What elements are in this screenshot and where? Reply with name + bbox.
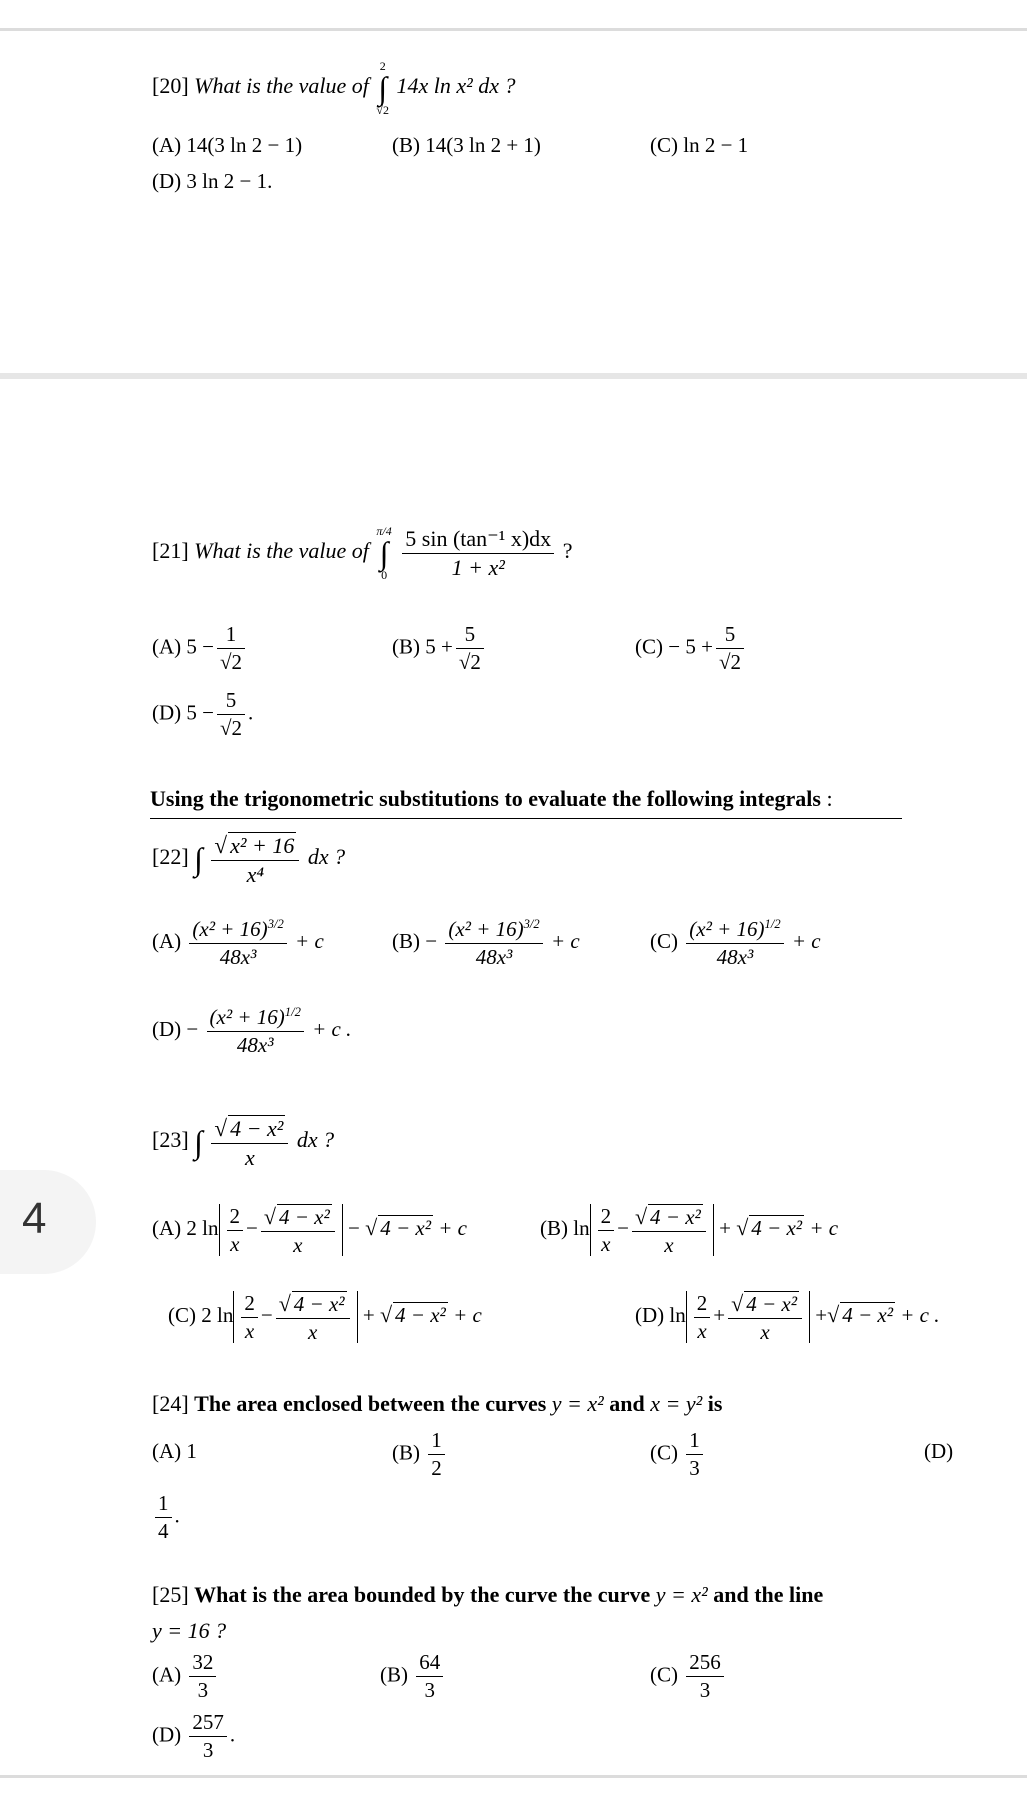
q23-option-a[interactable]: (A) 2 ln $\frac{2}{x}$ − $\frac{\text{√ 4 − x²}}{x}$ − √ 4 − x² + c bbox=[152, 1203, 467, 1258]
q20-option-b[interactable]: (B) 14(3 ln 2 + 1) bbox=[392, 133, 541, 157]
page-break-divider bbox=[0, 373, 1027, 379]
q24-option-d-label[interactable]: (D) bbox=[924, 1439, 954, 1463]
q21-option-a[interactable]: (A) 5 − $\frac{1}{√2}$ bbox=[152, 624, 248, 673]
q22-option-a[interactable]: (A) $\frac{(x^2 + 16)^{3/2}}{\text{48x³}}$ + c bbox=[152, 917, 324, 969]
bottom-divider bbox=[0, 1775, 1027, 1778]
q22-option-d[interactable]: (D) − $\frac{(x^2 + 16)^{1/2}}{\text{48x³}}$ + c . bbox=[152, 1005, 352, 1057]
q21-option-c[interactable]: (C) − 5 + $\frac{5}{√2}$ bbox=[635, 624, 747, 673]
question-25-line: y = 16 ? bbox=[152, 1618, 227, 1643]
q25-option-d[interactable]: (D) $\frac{257}{3}$ . bbox=[152, 1710, 236, 1762]
page-number: 4 bbox=[22, 1194, 47, 1243]
q24-option-a[interactable]: (A) 1 bbox=[152, 1439, 197, 1463]
q24-option-d-value[interactable]: $\frac{1}{4}$ . bbox=[152, 1493, 180, 1542]
q21-option-b[interactable]: (B) 5 + $\frac{5}{√2}$ bbox=[392, 624, 487, 673]
q25-option-c[interactable]: (C) $\frac{256}{3}$ bbox=[650, 1652, 727, 1701]
q25-option-b[interactable]: (B) $\frac{64}{3}$ bbox=[380, 1652, 446, 1701]
integral-sign: ∫ bbox=[194, 1124, 203, 1161]
q23-option-d[interactable]: (D) ln $\frac{2}{x}$ + $\frac{\text{√ 4 − x²}}{x}$ +√ 4 − x² + c . bbox=[635, 1290, 940, 1345]
page-indicator bbox=[0, 1170, 96, 1274]
q23-option-c[interactable]: (C) 2 ln $\frac{2}{x}$ − $\frac{\text{√ 4 − x²}}{x}$ + √ 4 − x² + c bbox=[168, 1290, 482, 1345]
integral-sign: ∫ bbox=[379, 535, 389, 571]
integrand-fraction: $\frac{\text{5 sin (tan⁻¹ x)dx}}{\text{1 + x²}}$ bbox=[402, 528, 554, 579]
q22-option-c[interactable]: (C) $\frac{(x^2 + 16)^{1/2}}{\text{48x³}}$ + c bbox=[650, 917, 821, 969]
q21-option-d[interactable]: (D) 5 − $\frac{5}{√2}$ . bbox=[152, 688, 254, 740]
q20-option-a[interactable]: (A) 14(3 ln 2 − 1) bbox=[152, 133, 303, 157]
question-22: [22] ∫ $\frac{\text{√ x² + 16}}{\text{x⁴}}$ dx ? bbox=[152, 832, 346, 888]
q23-option-b[interactable]: (B) ln $\frac{2}{x}$ − $\frac{\text{√ 4 − x²}}{x}$ + √ 4 − x² + c bbox=[540, 1203, 839, 1258]
integrand: 14x ln x² dx ? bbox=[396, 73, 516, 99]
question-20 bbox=[152, 60, 516, 116]
integral-limits: π/4 ∫ 0 bbox=[376, 524, 392, 582]
q20-option-d[interactable]: (D) 3 ln 2 − 1. bbox=[152, 169, 273, 193]
q20-option-c[interactable]: (C) ln 2 − 1 bbox=[650, 133, 749, 157]
question-23: [23] ∫ $\frac{\text{√ 4 − x²}}{x}$ dx ? bbox=[152, 1115, 335, 1171]
integral-limits: 2 ∫ √2 bbox=[376, 59, 389, 117]
q24-option-c[interactable]: (C) $\frac{1}{3}$ bbox=[650, 1430, 706, 1479]
question-number: [20] bbox=[152, 73, 189, 99]
q24-option-b[interactable]: (B) $\frac{1}{2}$ bbox=[392, 1430, 448, 1479]
integral-sign: ∫ bbox=[378, 70, 388, 106]
top-divider bbox=[0, 28, 1027, 31]
integral-sign: ∫ bbox=[194, 841, 203, 878]
section-heading: Using the trigonometric substitutions to evaluate the following integrals : bbox=[150, 786, 902, 819]
question-25: [25] What is the area bounded by the curve the curve y = x² and the line bbox=[152, 1582, 824, 1607]
q25-option-a[interactable]: (A) $\frac{32}{3}$ bbox=[152, 1652, 219, 1701]
question-prompt: What is the value of bbox=[194, 73, 369, 99]
q22-option-b[interactable]: (B) − $\frac{(x^2 + 16)^{3/2}}{\text{48x³}}$ + c bbox=[392, 917, 580, 969]
question-24: [24] The area enclosed between the curves y = x² and x = y² is bbox=[152, 1391, 723, 1416]
question-21: [21] What is the value of π/4 ∫ 0 $\frac{\text{5 sin (tan⁻¹ x)dx}}{\text{1 + x²}}$ ? bbox=[152, 524, 573, 582]
